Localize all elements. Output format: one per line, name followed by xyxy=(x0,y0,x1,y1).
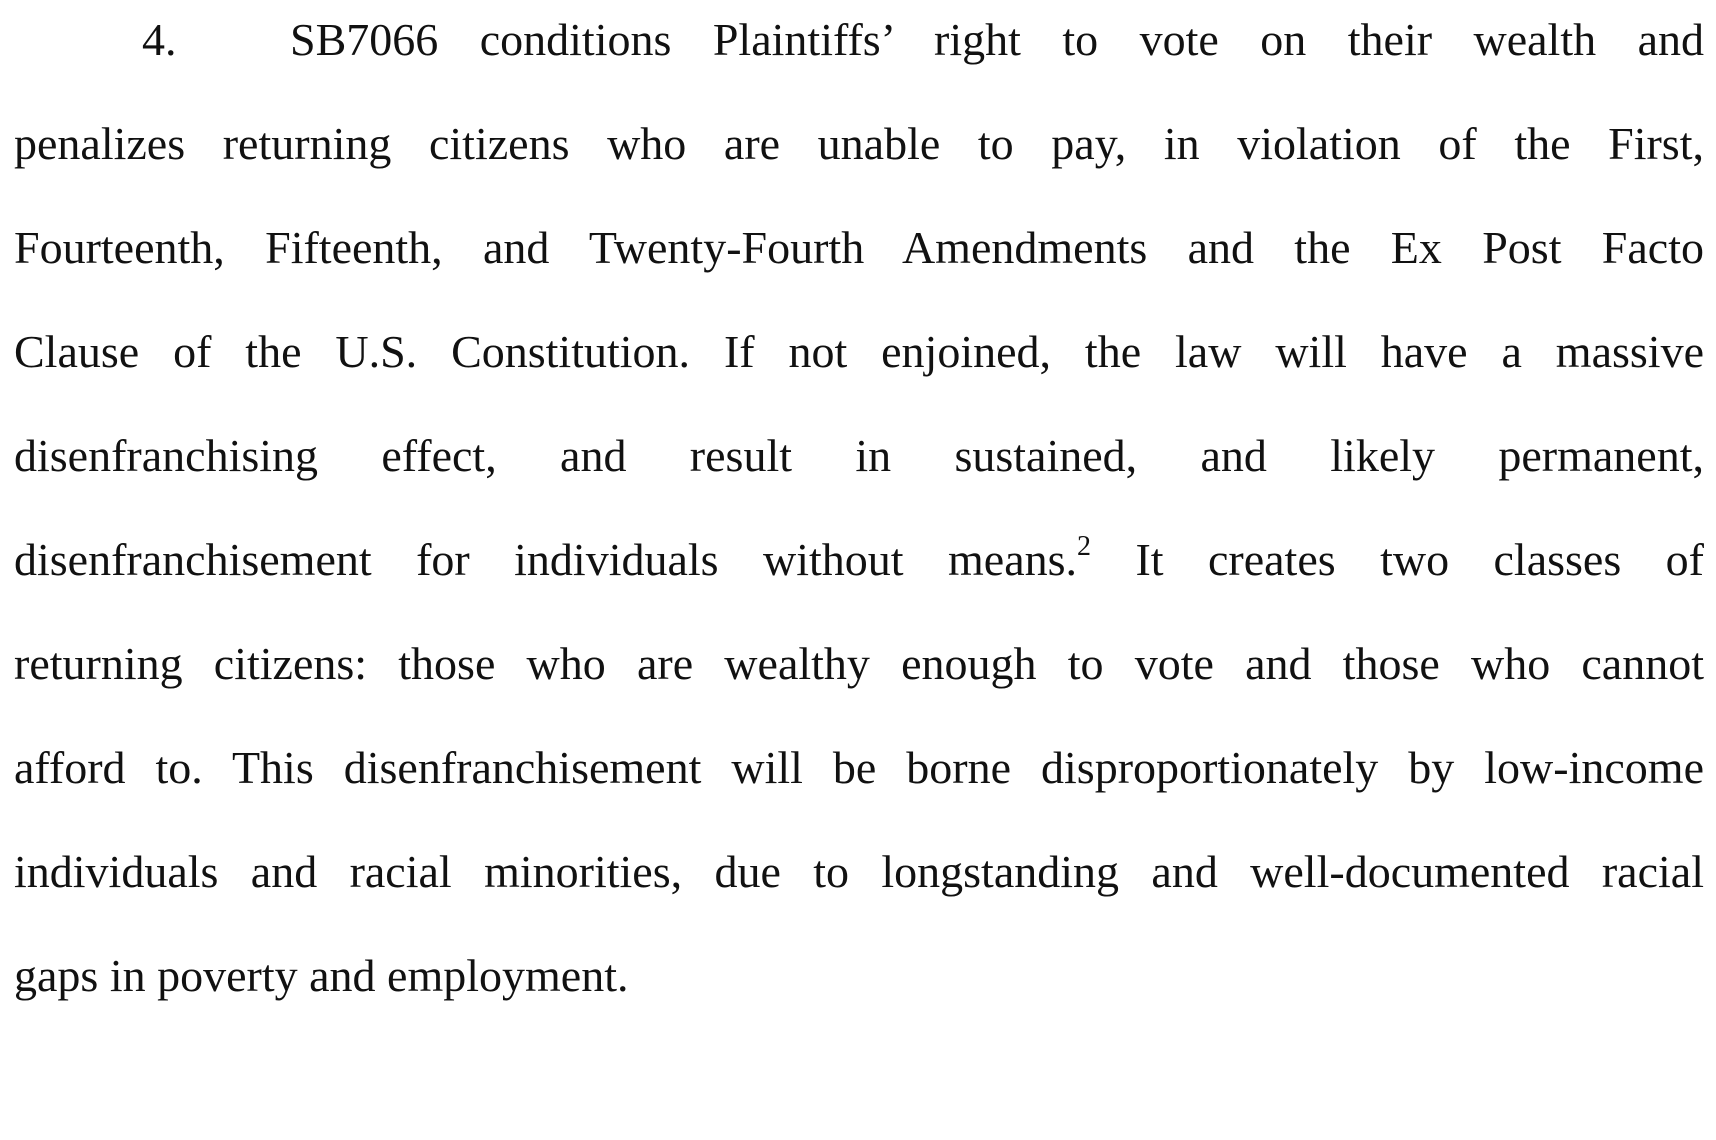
paragraph-line-7: returning citizens: those who are wealthy enough to vote and those who cannot xyxy=(14,638,1704,689)
footnote-reference[interactable]: 2 xyxy=(1077,531,1092,562)
paragraph-line-6-text: disenfranchisement for individuals without means. xyxy=(14,534,1078,585)
paragraph-line-8: afford to. This disenfranchisement will be borne disproportionately by low-income xyxy=(14,742,1704,793)
paragraph-line-6 xyxy=(14,530,1704,590)
paragraph-line-5: disenfranchising effect, and result in sustained, and likely permanent, xyxy=(14,430,1704,481)
paragraph-line-2: penalizes returning citizens who are unable to pay, in violation of the First, xyxy=(14,118,1704,169)
paragraph-line-9: individuals and racial minorities, due to longstanding and well-documented racial xyxy=(14,846,1704,897)
paragraph-line-3: Fourteenth, Fifteenth, and Twenty-Fourth Amendments and the Ex Post Facto xyxy=(14,222,1704,273)
paragraph-number: 4. xyxy=(142,14,177,65)
paragraph-line-1: SB7066 conditions Plaintiffs’ right to vote on their wealth and xyxy=(290,14,1704,65)
paragraph-line-10: gaps in poverty and employment. xyxy=(14,950,629,1001)
paragraph-line-6-tail: It creates two classes of xyxy=(1135,534,1704,585)
paragraph-line-4: Clause of the U.S. Constitution. If not enjoined, the law will have a massive xyxy=(14,326,1704,377)
